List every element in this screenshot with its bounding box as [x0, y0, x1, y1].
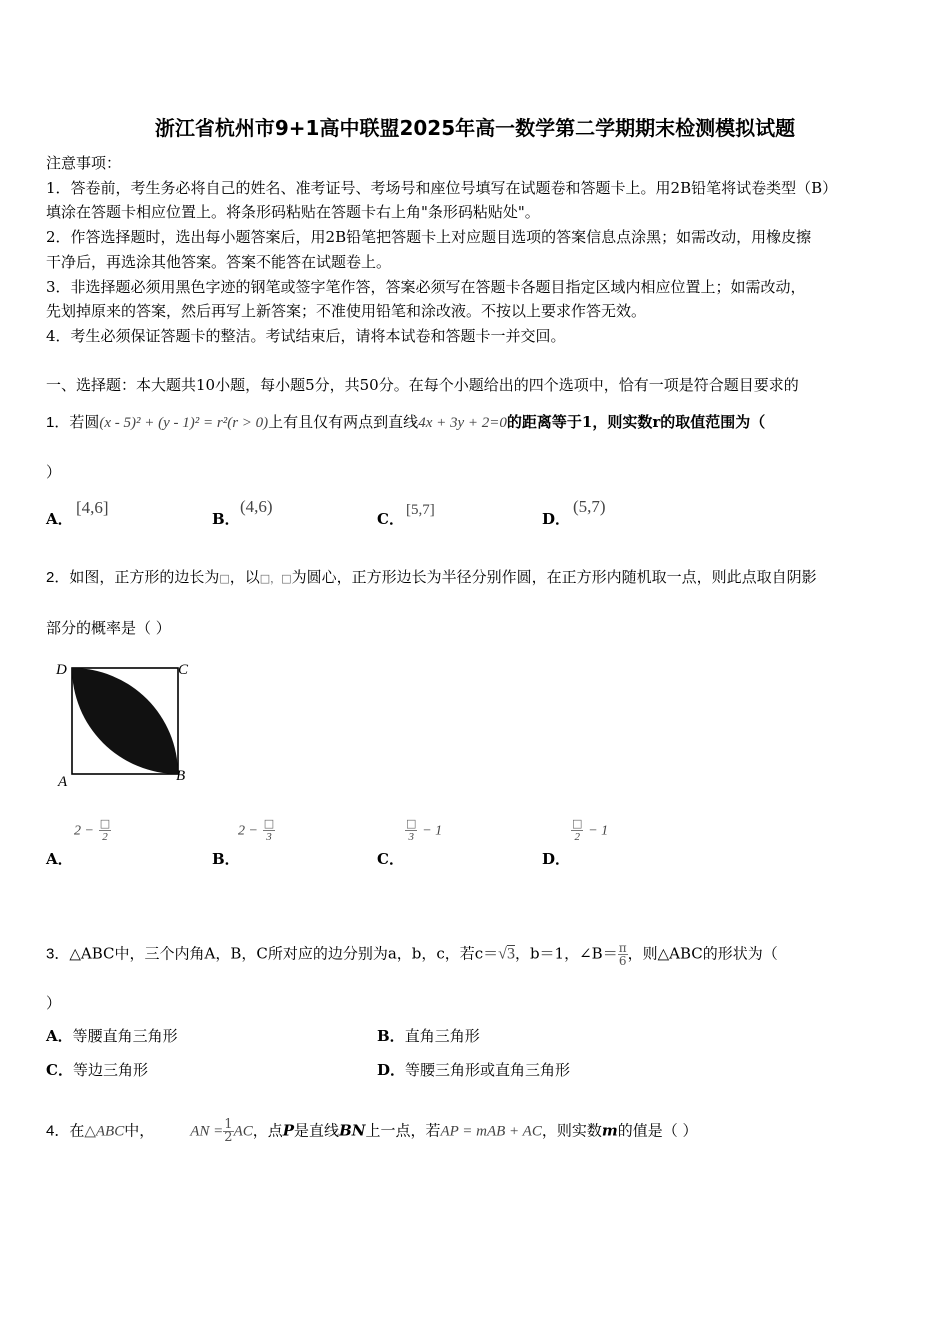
q2-option-b: B． [212, 850, 240, 868]
q1-option-c: C． [377, 510, 404, 528]
q1-option-b-value: (4,6) [240, 497, 273, 516]
label-C: C [178, 662, 189, 678]
label-A: A [58, 774, 68, 790]
q1-option-c-value: [5,7] [406, 502, 435, 518]
shaded-region [72, 668, 178, 774]
question-number: 1． [46, 414, 70, 431]
question-number: 4． [46, 1122, 70, 1140]
q1-text: 的距离等于1，则实数r的取值范围为（ [506, 413, 766, 431]
section-heading: 一、选择题：本大题共10小题，每小题5分，共50分。在每个小题给出的四个选项中，恰有一项是符合题目要求的 [46, 376, 799, 394]
notice-line: 1．答卷前，考生务必将自己的姓名、准考证号、考场号和座位号填写在试题卷和答题卡上。用2B铅笔将试卷类型（B） [46, 179, 838, 197]
q2-option-d-value: $\frac{□}{2} - 1$ [572, 817, 609, 843]
question-3: 3．△ABC中，三个内角A，B，C所对应的边分别为a，b，c，若c＝√3，b＝1，∠B＝ $\frac{\pi}{6}$，则△ABC的形状为（ [46, 941, 778, 968]
question-2: 2．如图，正方形的边长为□，以□，□为圆心，正方形边长为半径分别作圆，在正方形内随机取一点，则此点取自阴影 [46, 568, 817, 586]
q1-text: 若圆 [69, 413, 100, 431]
q3-close-paren: ） [46, 994, 62, 1012]
q2-option-b-value: 2 − $\frac{□}{3}$ [238, 817, 275, 843]
q1-option-d-value: (5,7) [573, 497, 606, 516]
placeholder-box: □ [219, 572, 230, 585]
notice-line: 3．非选择题必须用黑色字迹的钢笔或签字笔作答，答案必须写在答题卡各题目指定区域内相应位置上；如需改动， [46, 278, 806, 296]
notice-heading: 注意事项： [46, 154, 122, 172]
q2-option-a: A． [46, 850, 73, 868]
label-B: B [176, 768, 186, 784]
q1-line-equation: 4x + 3y + 2=0 [418, 415, 507, 431]
label-D: D [56, 662, 67, 678]
notice-line: 先划掉原来的答案，然后再写上新答案；不准使用铅笔和涂改液。不按以上要求作答无效。 [46, 302, 647, 320]
q1-option-a: A． [46, 510, 73, 528]
notice-line: 2．作答选择题时，选出每小题答案后，用2B铅笔把答题卡上对应题目选项的答案信息点涂黑；如需改动，用橡皮擦 [46, 228, 812, 246]
question-number: 3． [46, 945, 70, 963]
q1-option-b: B． [212, 510, 240, 528]
page-title: 浙江省杭州市9+1高中联盟2025年高一数学第二学期期末检测模拟试题 [154, 116, 796, 140]
q3-option-c: C．等边三角形 [46, 1061, 148, 1079]
q1-option-d: D． [542, 510, 571, 528]
q1-text: 上有且仅有两点到直线 [268, 413, 419, 431]
q1-option-a-value: [4,6] [76, 498, 109, 517]
question-4: 4．在△ABC中， AN = $\frac{1}{2}AC$，点P是直线BN上一点，若AP = mAB + AC，则实数m的值是（ ） [46, 1117, 698, 1145]
q1-circle-equation: (x - 5)² + (y - 1)² = r²(r > 0) [99, 415, 269, 431]
q3-option-a: A．等腰直角三角形 [46, 1027, 178, 1045]
q3-option-b: B．直角三角形 [377, 1027, 480, 1045]
notice-line: 4．考生必须保证答题卡的整洁。考试结束后，请将本试卷和答题卡一并交回。 [46, 327, 566, 345]
q2-text-cont: 部分的概率是（ ） [46, 619, 171, 637]
notice-line: 填涂在答题卡相应位置上。将条形码粘贴在答题卡右上角"条形码粘贴处"。 [46, 203, 540, 221]
placeholder-box: □，□ [259, 572, 292, 585]
question-1 [46, 411, 765, 434]
sqrt-value: 3 [506, 945, 515, 963]
square-arcs-diagram [52, 660, 202, 790]
q3-option-d: D．等腰三角形或直角三角形 [377, 1061, 571, 1079]
q2-option-c: C． [377, 850, 404, 868]
q2-option-d: D． [542, 850, 571, 868]
q2-figure [52, 660, 202, 794]
notice-line: 干净后，再选涂其他答案。答案不能答在试题卷上。 [46, 253, 392, 271]
q2-option-a-value: 2 − $\frac{□}{2}$ [74, 817, 111, 843]
q1-close-paren: ） [46, 463, 62, 481]
question-number: 2． [46, 569, 70, 586]
q2-option-c-value: $\frac{□}{3} - 1$ [406, 817, 443, 843]
